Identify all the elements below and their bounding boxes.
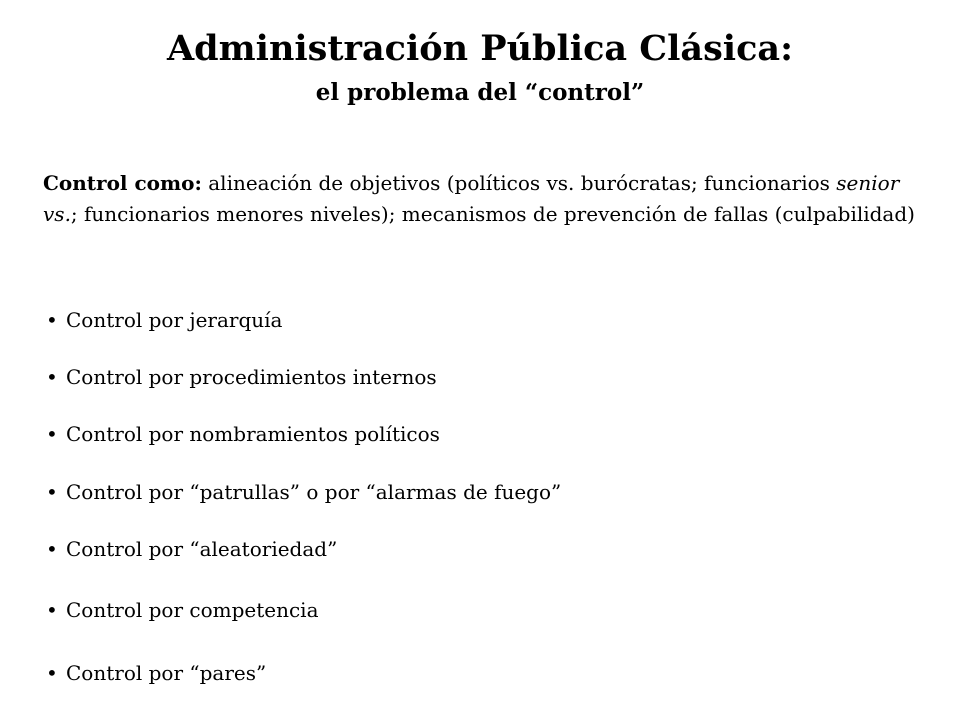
bullet-item xyxy=(46,536,337,562)
bullet-text: Control por nombramientos políticos xyxy=(66,422,440,446)
bullet-text: Control por “patrullas” o por “alarmas de fuego” xyxy=(66,480,562,504)
slide-title: Administración Pública Clásica: xyxy=(166,28,794,69)
slide-subtitle: el problema del “control” xyxy=(315,79,645,106)
bullet-item xyxy=(46,307,282,333)
bullet-text: Control por procedimientos internos xyxy=(66,365,437,389)
bullet-item xyxy=(46,597,319,623)
bullet-item xyxy=(46,479,561,505)
bullet-icon: • xyxy=(46,480,58,504)
bullet-icon: • xyxy=(46,422,58,446)
bullet-text: Control por “pares” xyxy=(66,661,267,685)
bullet-item xyxy=(46,364,437,390)
bullet-icon: • xyxy=(46,308,58,332)
bullet-icon: • xyxy=(46,365,58,389)
intro-text-1: alineación de objetivos (políticos vs. burócratas; funcionarios xyxy=(201,171,837,195)
intro-italic: senior vs. xyxy=(43,171,900,226)
bullet-text: Control por competencia xyxy=(66,598,319,622)
bullet-icon: • xyxy=(46,598,58,622)
bullet-item xyxy=(46,421,440,447)
bullet-icon: • xyxy=(46,661,58,685)
bullet-item xyxy=(46,660,266,686)
bullet-text: Control por jerarquía xyxy=(66,308,283,332)
intro-paragraph xyxy=(43,168,923,230)
bullet-icon: • xyxy=(46,537,58,561)
bullet-text: Control por “aleatoriedad” xyxy=(66,537,338,561)
intro-lead: Control como: xyxy=(43,171,202,195)
intro-text-2: ; funcionarios menores niveles); mecanismos de prevención de fallas (culpabilidad) xyxy=(70,202,915,226)
